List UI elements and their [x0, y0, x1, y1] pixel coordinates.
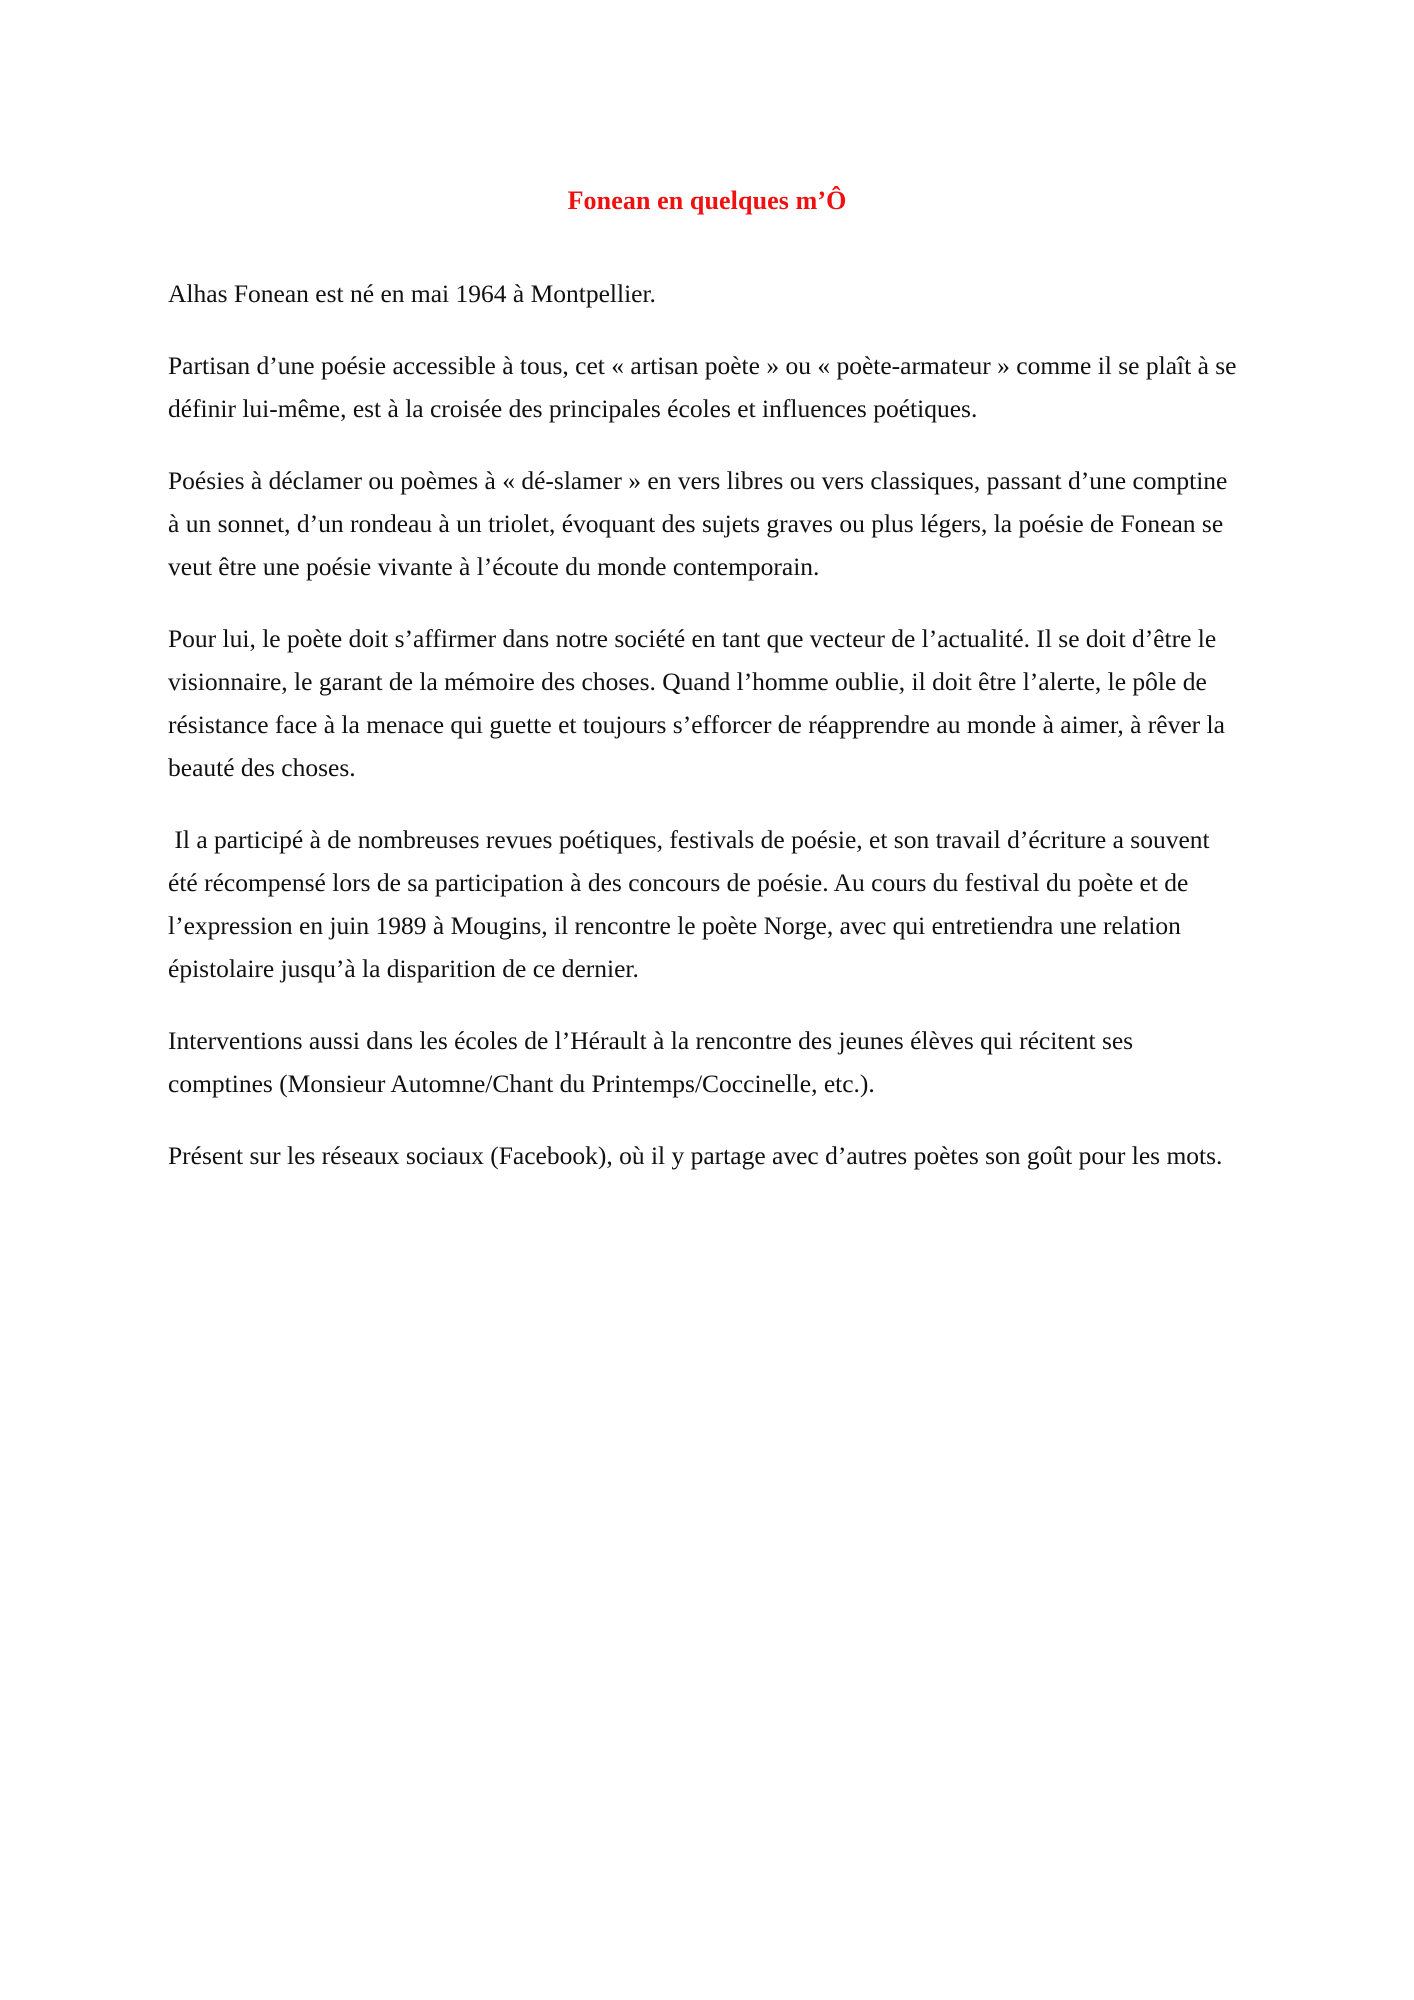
paragraph: Interventions aussi dans les écoles de l’Hérault à la rencontre des jeunes élèves qui récitent ses comptines (Monsieur Automne/Chant du Printemps/Coccinelle, etc.).	[168, 1026, 1140, 1098]
document-body	[168, 272, 1244, 1177]
paragraph: Partisan d’une poésie accessible à tous, cet « artisan poète » ou « poète-armateur » comme il se plaît à se définir lui-même, est à la croisée des principales écoles et influences poétiques.	[168, 351, 1243, 423]
paragraph: Alhas Fonean est né en mai 1964 à Montpellier.	[168, 279, 656, 308]
page-title: Fonean en quelques m’Ô	[567, 186, 847, 216]
paragraph: Présent sur les réseaux sociaux (Facebook), où il y partage avec d’autres poètes son goût pour les mots.	[168, 1141, 1223, 1170]
paragraph: Poésies à déclamer ou poèmes à « dé-slamer » en vers libres ou vers classiques, passant d’une comptine à un sonnet, d’un rondeau à un triolet, évoquant des sujets graves ou plus légers, la poésie de Fonean se veut être une poésie vivante à l’écoute du monde contemporain.	[168, 466, 1234, 581]
paragraph: Pour lui, le poète doit s’affirmer dans notre société en tant que vecteur de l’actualité. Il se doit d’être le visionnaire, le garant de la mémoire des choses. Quand l’homme oublie, il doit être l’alerte, le pôle de résistance face à la menace qui guette et toujours s’efforcer de réapprendre au monde à aimer, à rêver la beauté des choses.	[168, 624, 1232, 782]
paragraph: Il a participé à de nombreuses revues poétiques, festivals de poésie, et son travail d’écriture a souvent été récompensé lors de sa participation à des concours de poésie. Au cours du festival du poète et de l’expression en juin 1989 à Mougins, il rencontre le poète Norge, avec qui entretiendra une relation épistolaire jusqu’à la disparition de ce dernier.	[168, 825, 1216, 983]
